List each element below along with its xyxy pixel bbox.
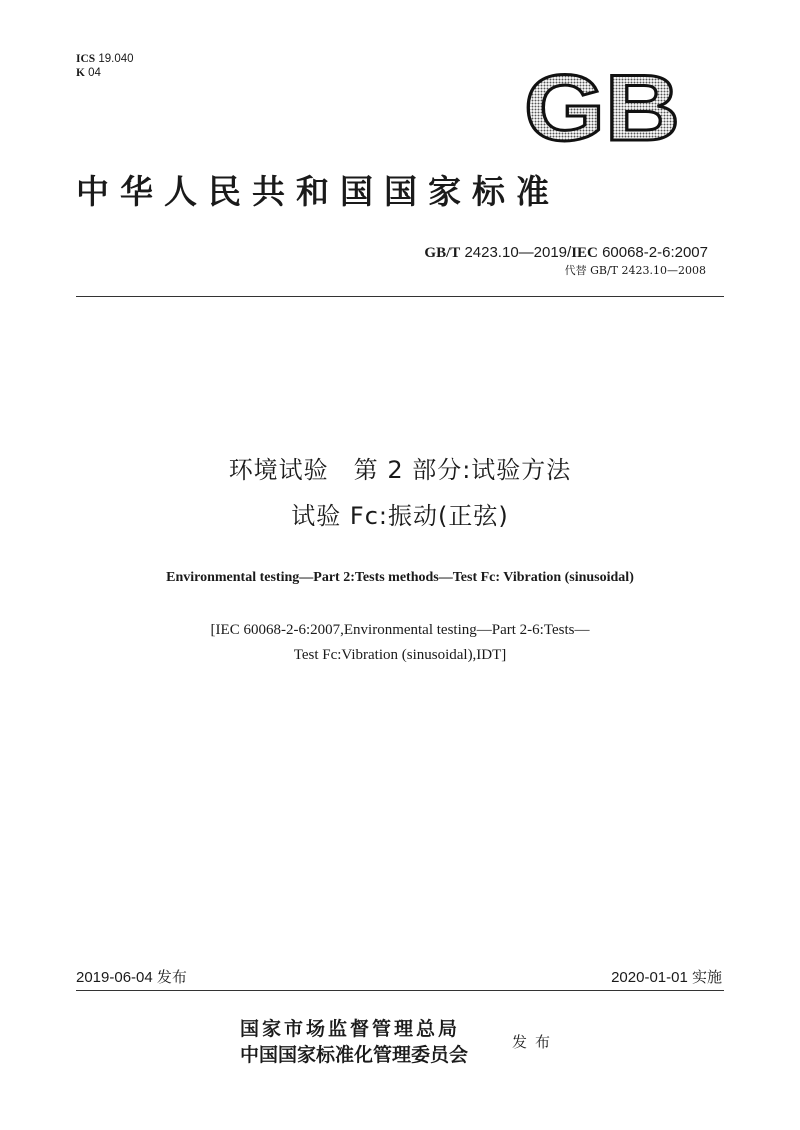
classification-codes bbox=[76, 52, 134, 80]
issue-label: 发布 bbox=[512, 1033, 559, 1051]
standard-number: GB/T 2423.10—2019/IEC 60068-2-6:2007 bbox=[424, 244, 708, 261]
ics-code: ICS 19.040 bbox=[76, 53, 134, 65]
replaces-note: 代替 GB/T 2423.10—2008 bbox=[564, 264, 706, 277]
title-cn-line2: 试验 Fc:振动(正弦) bbox=[291, 502, 509, 530]
title-cn-line1: 环境试验 第 2 部分:试验方法 bbox=[228, 456, 572, 484]
svg-text:GB: GB bbox=[524, 66, 680, 146]
title-en: Environmental testing—Part 2:Tests methods—Test Fc: Vibration (sinusoidal) bbox=[166, 570, 634, 585]
issuer-sac: 中国国家标准化管理委员会 bbox=[240, 1044, 469, 1066]
footer-divider bbox=[76, 990, 724, 991]
issuer-samr: 国家市场监督管理总局 bbox=[240, 1018, 461, 1040]
national-standard-title: 中华人民共和国国家标准 bbox=[76, 172, 560, 211]
ccs-code: K 04 bbox=[76, 67, 101, 79]
iec-reference-line1: [IEC 60068-2-6:2007,Environmental testing—Part 2-6:Tests— bbox=[210, 622, 590, 638]
iec-reference-line2: Test Fc:Vibration (sinusoidal),IDT] bbox=[293, 647, 507, 663]
gb-logo bbox=[522, 66, 682, 146]
implement-date: 2020-01-01 实施 bbox=[611, 969, 722, 986]
header-divider bbox=[76, 296, 724, 297]
publish-date: 2019-06-04 发布 bbox=[76, 969, 187, 986]
